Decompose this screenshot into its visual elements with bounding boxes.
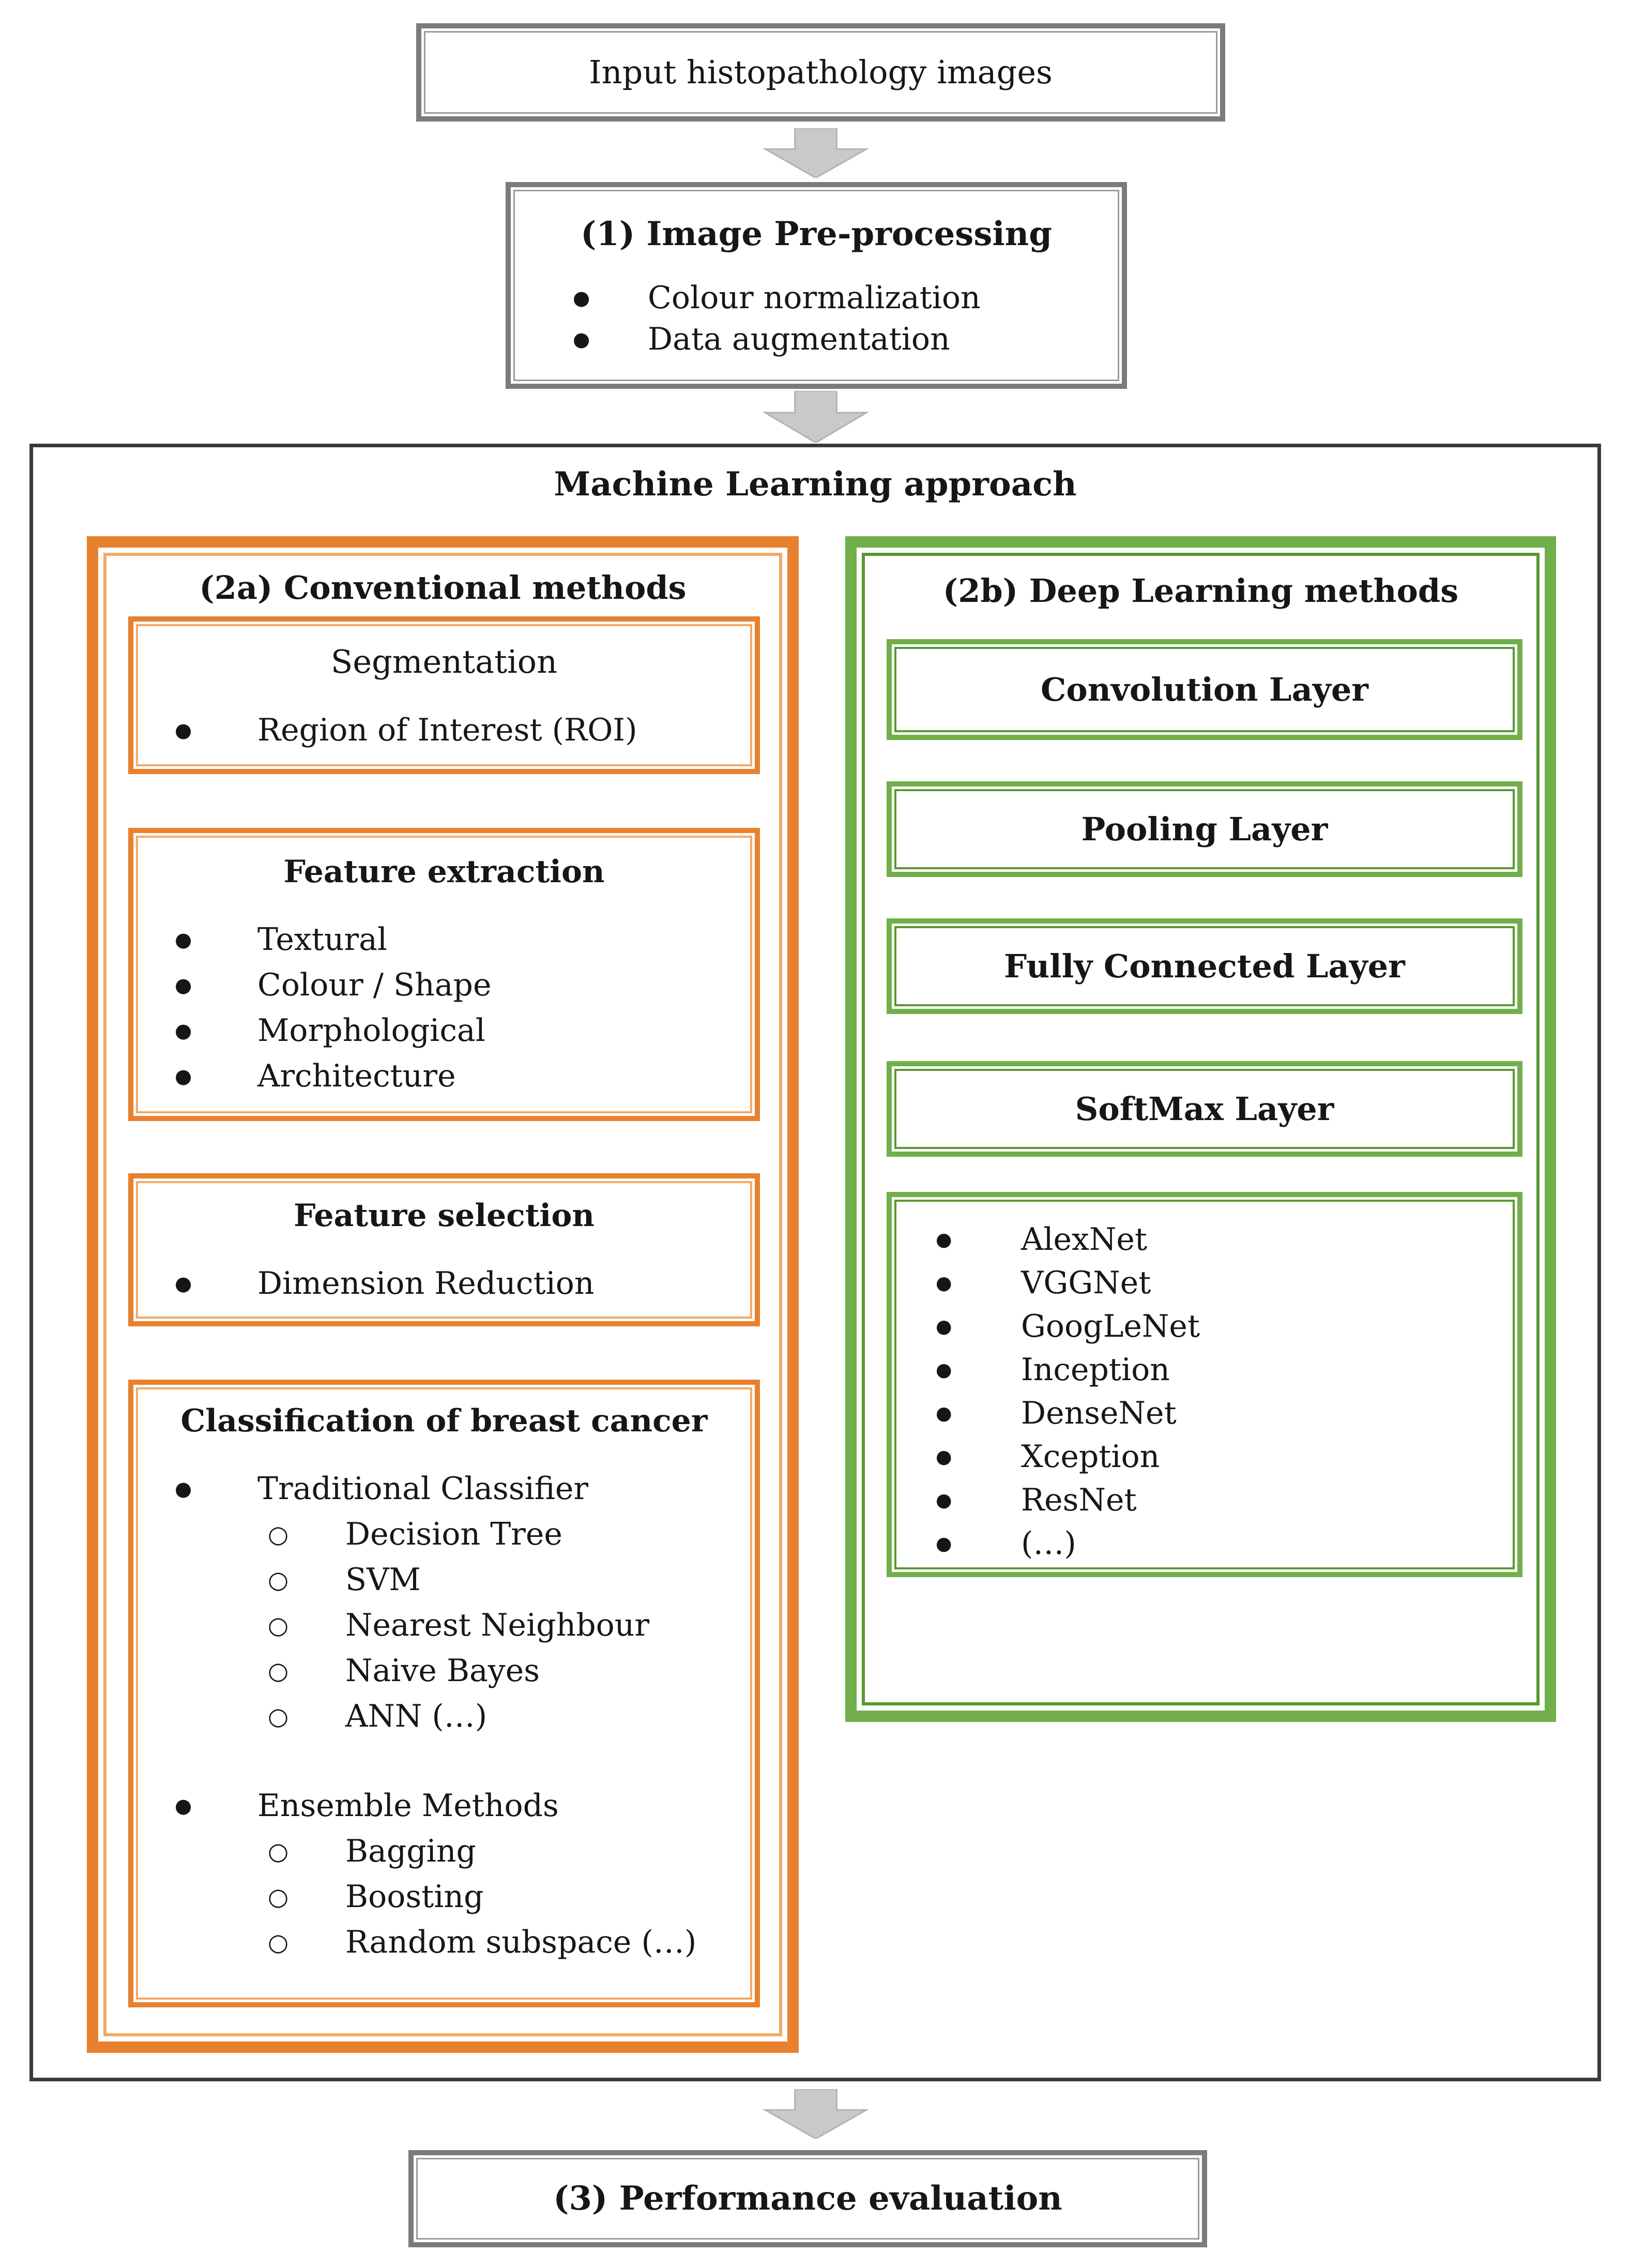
input-images-label: Input histopathology images [589, 53, 1053, 91]
list-item-label: Morphological [257, 1012, 485, 1049]
architectures-list [892, 1218, 1517, 1565]
input-images-box [416, 23, 1225, 122]
list-item-label: Boosting [345, 1879, 484, 1915]
list-item-label: ANN (…) [345, 1698, 488, 1734]
list-item-label: Bagging [345, 1833, 476, 1869]
list-item [892, 1478, 1517, 1522]
bullet-icon: ● [175, 928, 192, 951]
list-item [133, 1783, 755, 1828]
list-item-label: VGGNet [1021, 1265, 1151, 1301]
feature-extraction-title: Feature extraction [283, 854, 605, 890]
bullet-icon: ● [936, 1316, 952, 1337]
list-item-label: Inception [1021, 1352, 1170, 1388]
list-item-label: GoogLeNet [1021, 1308, 1200, 1344]
list-item [133, 1919, 755, 1965]
bullet-icon: ● [936, 1533, 952, 1554]
list-item-label: Data augmentation [648, 321, 950, 357]
bullet-icon: ● [936, 1402, 952, 1424]
pooling-layer-label: Pooling Layer [1081, 810, 1328, 848]
fully-connected-layer-label: Fully Connected Layer [1004, 947, 1405, 985]
circle-bullet-icon: ○ [268, 1883, 289, 1911]
list-item [511, 277, 1122, 319]
list-item-label: DenseNet [1021, 1395, 1177, 1431]
machine-learning-title: Machine Learning approach [554, 465, 1077, 504]
list-item [892, 1348, 1517, 1392]
image-preprocessing-list [511, 277, 1122, 360]
segmentation-box [128, 616, 760, 774]
softmax-layer-label: SoftMax Layer [1075, 1090, 1334, 1128]
group-label: Traditional Classifier [257, 1471, 589, 1507]
list-item [133, 1261, 755, 1306]
circle-bullet-icon: ○ [268, 1928, 289, 1956]
list-item-label: ResNet [1021, 1482, 1137, 1518]
bullet-icon: ● [175, 1019, 192, 1042]
list-item [133, 1053, 755, 1099]
bullet-icon: ● [175, 974, 192, 996]
convolution-layer-label: Convolution Layer [1041, 671, 1368, 708]
segmentation-list [133, 707, 755, 753]
list-item [133, 1874, 755, 1919]
image-preprocessing-box [506, 182, 1127, 389]
list-item [133, 962, 755, 1008]
list-item [133, 917, 755, 962]
list-item-label: Colour / Shape [257, 967, 492, 1003]
list-item [133, 1511, 755, 1557]
list-item-label: Random subspace (…) [345, 1924, 697, 1960]
bullet-icon: ● [936, 1446, 952, 1468]
bullet-icon: ● [175, 1477, 192, 1500]
architectures-box [887, 1192, 1522, 1577]
list-item [892, 1261, 1517, 1305]
fully-connected-layer-box [887, 918, 1522, 1014]
list-item-label: Naive Bayes [345, 1653, 540, 1689]
softmax-layer-box [887, 1061, 1522, 1157]
list-item-label: Textural [257, 921, 388, 958]
list-item [892, 1435, 1517, 1478]
performance-evaluation-box [408, 2150, 1207, 2247]
list-item [133, 1828, 755, 1874]
feature-selection-title: Feature selection [294, 1198, 595, 1234]
circle-bullet-icon: ○ [268, 1566, 289, 1594]
circle-bullet-icon: ○ [268, 1702, 289, 1730]
group-label: Ensemble Methods [257, 1788, 559, 1824]
deep-learning-title: (2b) Deep Learning methods [942, 572, 1459, 610]
list-item [133, 1008, 755, 1053]
classification-list [133, 1466, 755, 1965]
circle-bullet-icon: ○ [268, 1611, 289, 1639]
list-item-label: Colour normalization [648, 280, 981, 316]
list-item-label: Nearest Neighbour [345, 1607, 650, 1643]
feature-selection-box [128, 1173, 760, 1326]
bullet-icon: ● [175, 719, 192, 742]
list-item-label: AlexNet [1021, 1221, 1147, 1258]
conventional-methods-title: (2a) Conventional methods [199, 569, 687, 607]
list-item [892, 1522, 1517, 1565]
list-item [511, 319, 1122, 360]
bullet-icon: ● [573, 286, 590, 309]
feature-selection-list [133, 1261, 755, 1306]
list-item-label: SVM [345, 1562, 421, 1598]
segmentation-title: Segmentation [330, 643, 558, 681]
circle-bullet-icon: ○ [268, 1520, 289, 1548]
list-item [892, 1218, 1517, 1261]
bullet-icon: ● [175, 1794, 192, 1817]
list-item [133, 1557, 755, 1602]
pooling-layer-box [887, 781, 1522, 877]
performance-evaluation-label: (3) Performance evaluation [553, 2179, 1062, 2218]
list-item [892, 1305, 1517, 1348]
list-item [133, 1694, 755, 1739]
image-preprocessing-title: (1) Image Pre-processing [581, 215, 1052, 253]
circle-bullet-icon: ○ [268, 1657, 289, 1685]
list-item-label: Decision Tree [345, 1516, 562, 1552]
machine-learning-box [29, 444, 1601, 2081]
list-item [892, 1392, 1517, 1435]
down-arrow-icon [756, 2089, 876, 2139]
list-item-label: Xception [1021, 1439, 1160, 1475]
deep-learning-panel [845, 536, 1556, 1722]
bullet-icon: ● [936, 1489, 952, 1511]
bullet-icon: ● [175, 1065, 192, 1087]
classification-title: Classification of breast cancer [180, 1403, 708, 1439]
bullet-icon: ● [175, 1272, 192, 1295]
bullet-icon: ● [573, 328, 590, 351]
list-item-label: Dimension Reduction [257, 1265, 595, 1302]
feature-extraction-box [128, 828, 760, 1121]
list-item [133, 1602, 755, 1648]
feature-extraction-list [133, 917, 755, 1099]
list-item [133, 1648, 755, 1694]
bullet-icon: ● [936, 1229, 952, 1250]
down-arrow-icon [756, 391, 876, 443]
convolution-layer-box [887, 639, 1522, 740]
conventional-methods-panel [87, 536, 799, 2053]
list-item-label: Architecture [257, 1058, 456, 1094]
classification-box [128, 1380, 760, 2007]
list-item-label: Region of Interest (ROI) [257, 712, 637, 748]
bullet-icon: ● [936, 1272, 952, 1294]
circle-bullet-icon: ○ [268, 1837, 289, 1865]
list-item [133, 1466, 755, 1511]
list-item [133, 707, 755, 753]
bullet-icon: ● [936, 1359, 952, 1381]
list-item-label: (…) [1021, 1525, 1076, 1562]
down-arrow-icon [756, 128, 876, 178]
